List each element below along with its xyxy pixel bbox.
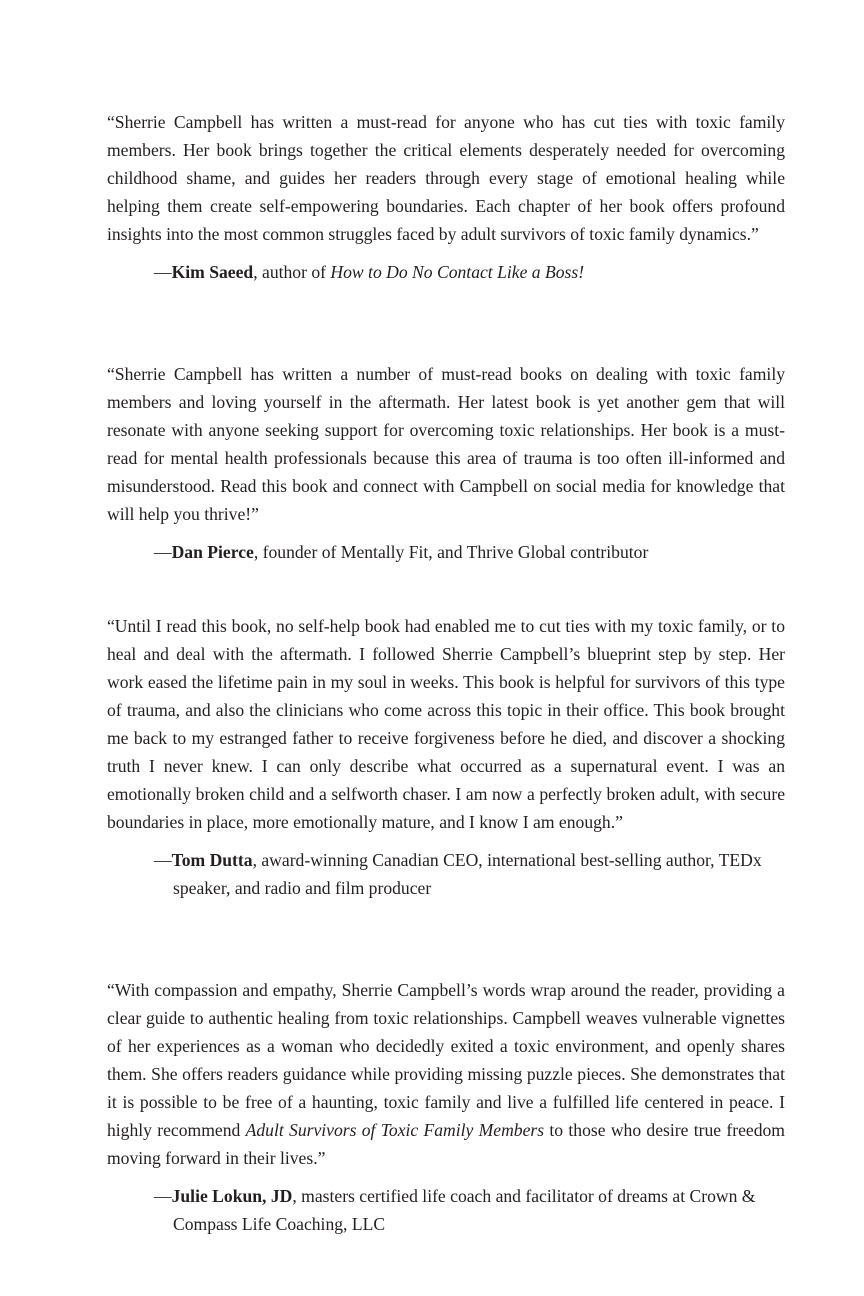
endorser-description: , award-winning Canadian CEO, international best-selling author, TEDx speaker, and radio and film producer — [173, 850, 762, 898]
endorsement-quote-book-title: Adult Survivors of Toxic Family Members — [245, 1120, 545, 1140]
endorsement-attribution — [154, 258, 785, 286]
endorsement-quote: “Sherrie Campbell has written a must-read for anyone who has cut ties with toxic family members. Her book brings together the critical elements desperately needed for overcoming childhood shame, and guides her readers through every stage of emotional healing while helping them create self-empowering boundaries. Each chapter of her book offers profound insights into the most common struggles faced by adult survivors of toxic family dynamics.” — [107, 112, 785, 244]
endorsement-attribution — [154, 1182, 785, 1238]
attribution-dash: — — [154, 542, 172, 562]
endorsement-quote-text: “With compassion and empathy, Sherrie Campbell’s words wrap around the reader, providing a clear guide to authentic healing from toxic relationships. Campbell weaves vulnerable vignettes of her experiences as a woman who decidedly exited a toxic environment, and openly shares them. She offers readers guidance while providing missing puzzle pieces. She demonstrates that it is possible to be free of a haunting, toxic family and live a fulfilled life centered in peace. I highly recommend — [107, 980, 785, 1140]
endorsement-attribution — [154, 846, 785, 902]
endorser-name: Dan Pierce — [171, 542, 254, 562]
endorsement-attribution — [154, 538, 785, 566]
endorser-book-title: How to Do No Contact Like a Boss! — [330, 262, 585, 282]
endorsement-quote — [107, 976, 785, 1172]
endorsement-julie-lokun — [107, 976, 785, 1238]
endorser-description: , author of — [253, 262, 331, 282]
endorsement-quote: “Sherrie Campbell has written a number of must-read books on dealing with toxic family members and loving yourself in the aftermath. Her latest book is yet another gem that will resonate with anyone seeking support for overcoming toxic relationships. Her book is a must-read for mental health professionals because this area of trauma is too often ill-informed and misunderstood. Read this book and connect with Campbell on social media for knowledge that will help you thrive!” — [107, 364, 785, 524]
endorser-name: Kim Saeed — [171, 262, 254, 282]
endorsement-tom-dutta — [107, 612, 785, 902]
endorser-name: Julie Lokun, JD — [171, 1186, 293, 1206]
attribution-dash: — — [154, 262, 172, 282]
endorsement-quote-text-end: to those who desire true freedom moving forward in their lives.” — [107, 1120, 785, 1168]
endorser-description: , founder of Mentally Fit, and Thrive Global contributor — [253, 542, 649, 562]
endorsement-kim-saeed — [107, 108, 785, 286]
endorser-name: Tom Dutta — [171, 850, 253, 870]
endorsement-dan-pierce — [107, 360, 785, 566]
attribution-dash: — — [154, 850, 172, 870]
endorser-description: , masters certified life coach and facilitator of dreams at Crown & Compass Life Coaching, LLC — [173, 1186, 756, 1234]
attribution-dash: — — [154, 1186, 172, 1206]
endorsement-quote: “Until I read this book, no self-help book had enabled me to cut ties with my toxic family, or to heal and deal with the aftermath. I followed Sherrie Campbell’s blueprint step by step. Her work eased the lifetime pain in my soul in weeks. This book is helpful for survivors of this type of trauma, and also the clinicians who come across this topic in their office. This book brought me back to my estranged father to receive forgiveness before he died, and discover a shocking truth I never knew. I can only describe what occurred as a supernatural event. I was an emotionally broken child and a selfworth chaser. I am now a perfectly broken adult, with secure boundaries in place, more emotionally mature, and I know I am enough.” — [107, 616, 785, 832]
